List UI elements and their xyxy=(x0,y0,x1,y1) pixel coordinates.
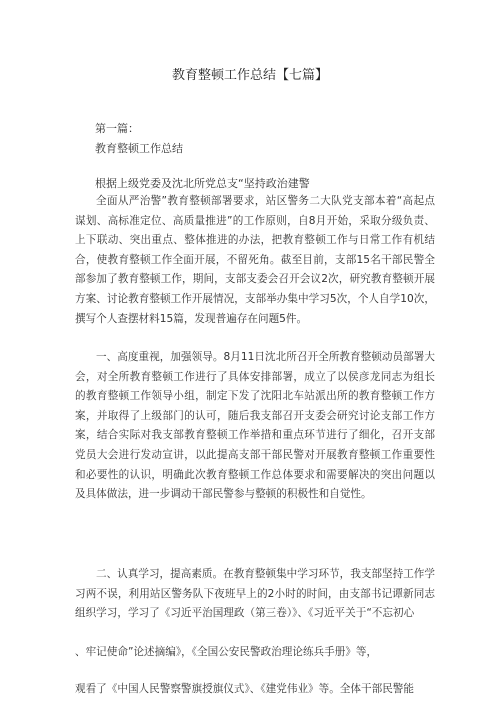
intro-line: 根据上级党委及沈北所党总支“坚持政治建警 xyxy=(95,177,310,190)
paragraph-line: 、牢记使命”论述摘编》，《全国公安民警政治理论练兵手册》等， xyxy=(75,646,378,658)
paragraph-line: 观看了《中国人民警察警旗授旗仪式》、《建党伟业》等。全体干部民警能 xyxy=(75,683,414,695)
document-title: 教育整顿工作总结【七篇】 xyxy=(171,68,328,83)
section-title: 教育整顿工作总结 xyxy=(95,142,183,155)
section-label: 第一篇： xyxy=(95,122,139,135)
paragraph-2: 一、高度重视，加强领导。8月11日沈北所召开全所教育整顿动员部署大会，对全所教育整顿工作进行了具体安排部署，成立了以侯彦龙同志为组长的教育整顿工作领导小组，制定下发了沈阳北车站派出所的教育整顿工作方案，并取得了上级部门的认可，随后我支部召开支委会研究讨论支部工作方案，结合实际对我支部教育整顿工作举措和重点环节进行了细化，召开支部党员大会进行发动宣讲，以此提高支部干部民警对开展教育整顿工作重要性和必要性的认识，明确此次教育整顿工作总体要求和需要解决的突出问题以及具体做法，进一步调动干部民警参与整顿的积极性和自觉性。 xyxy=(75,351,435,501)
paragraph-3: 二、认真学习，提高素质。在教育整顿集中学习环节，我支部坚持工作学习两不误，利用站区警务队下夜班早上的2小时的时间，由支部书记谭新同志组织学习，学习了《习近平治国理政（第三卷）》、《习近平关于“不忘初心 xyxy=(75,568,435,620)
paragraph-1: 全面从严治警”教育整顿部署要求，站区警务二大队党支部本着“高起点谋划、高标准定位、高质量推进”的工作原则，自8月开始，采取分级负责、上下联动、突出重点、整体推进的办法，把教育整顿工作与日常工作有机结合，使教育整顿工作全面开展，不留死角。截至目前，支部15名干部民警全部参加了教育整顿工作，期间，支部支委会召开会议2次，研究教育整顿开展方案、讨论教育整顿工作开展情况，支部举办集中学习5次，个人自学10次，撰写个人查摆材料15篇，发现普遍存在问题5件。 xyxy=(75,195,435,325)
